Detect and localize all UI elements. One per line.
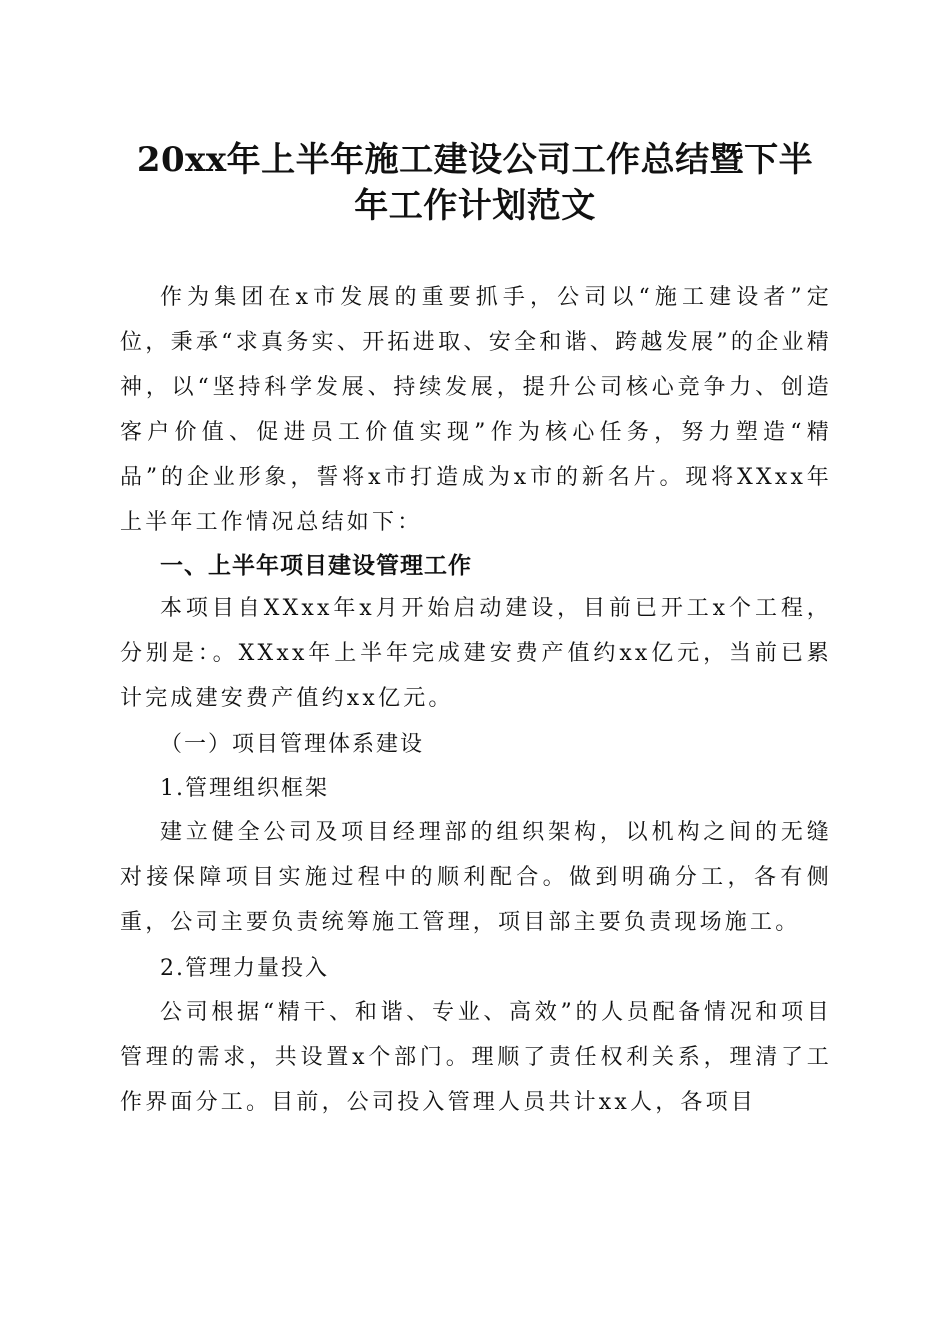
item-heading-2: 2.管理力量投入: [160, 956, 329, 981]
document-title-line-1: 20xx年上半年施工建设公司工作总结暨下半: [136, 140, 814, 180]
document-title-line-2: 年工作计划范文: [354, 186, 596, 226]
item-heading-1: 1.管理组织框架: [160, 776, 329, 801]
section-heading-1: 一、上半年项目建设管理工作: [160, 553, 472, 579]
intro-paragraph: 作为集团在x市发展的重要抓手，公司以“施工建设者”定位，秉承“求真务实、开拓进取、安全和谐、跨越发展”的企业精神，以“坚持科学发展、持续发展，提升公司核心竞争力、创造客户价值、促进员工价值实现”作为核心任务，努力塑造“精品”的企业形象，誓将x市打造成为x市的新名片。现将XXxx年上半年工作情况总结如下：: [120, 285, 832, 535]
section-1-paragraph: 本项目自XXxx年x月开始启动建设，目前已开工x个工程，分别是：。XXxx年上半年完成建安费产值约xx亿元，当前已累计完成建安费产值约xx亿元。: [120, 596, 832, 711]
item-2-paragraph: 公司根据“精干、和谐、专业、高效”的人员配备情况和项目管理的需求，共设置x个部门。理顺了责任权利关系，理清了工作界面分工。目前，公司投入管理人员共计xx人，各项目: [120, 1000, 832, 1115]
subsection-heading-1: （一）项目管理体系建设: [160, 732, 425, 757]
item-1-paragraph: 建立健全公司及项目经理部的组织架构，以机构之间的无缝对接保障项目实施过程中的顺利配合。做到明确分工，各有侧重，公司主要负责统筹施工管理，项目部主要负责现场施工。: [120, 820, 832, 935]
